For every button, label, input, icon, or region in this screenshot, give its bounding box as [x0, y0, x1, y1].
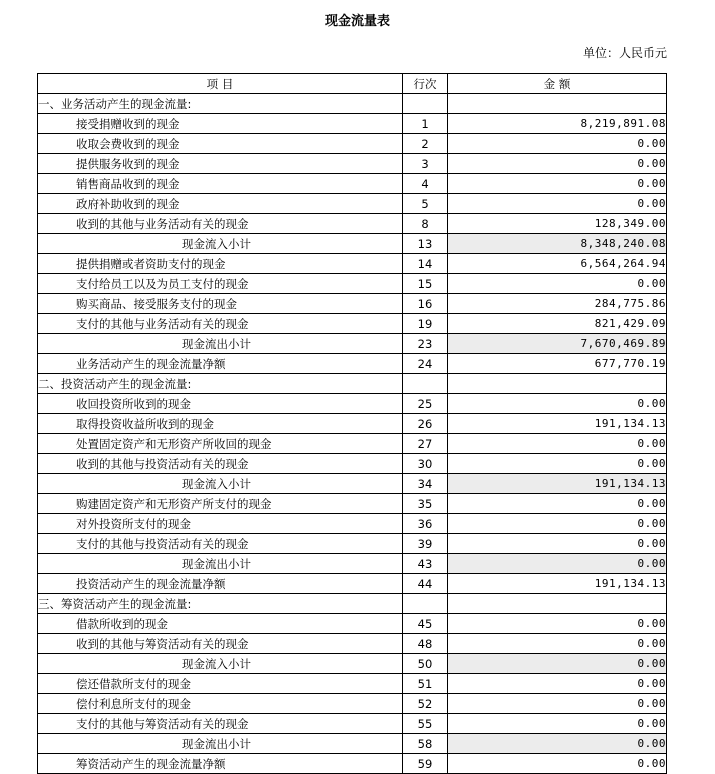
- row-number: 14: [403, 254, 448, 274]
- row-item-label: 收回投资所收到的现金: [38, 394, 403, 414]
- row-amount: 191,134.13: [448, 414, 667, 434]
- row-item-label: 接受捐赠收到的现金: [38, 114, 403, 134]
- row-amount: 0.00: [448, 274, 667, 294]
- row-amount: 0.00: [448, 434, 667, 454]
- row-number: [403, 594, 448, 614]
- row-amount: 821,429.09: [448, 314, 667, 334]
- row-number: 55: [403, 714, 448, 734]
- row-number: 23: [403, 334, 448, 354]
- row-amount: 0.00: [448, 614, 667, 634]
- table-row-section: [38, 374, 667, 394]
- row-number: 19: [403, 314, 448, 334]
- row-number: 45: [403, 614, 448, 634]
- row-amount: 0.00: [448, 554, 667, 574]
- table-row-sub: [38, 434, 667, 454]
- row-amount: [448, 94, 667, 114]
- row-item-label: 收到的其他与筹资活动有关的现金: [38, 634, 403, 654]
- row-amount: 191,134.13: [448, 574, 667, 594]
- row-amount: [448, 374, 667, 394]
- table-row-sub: [38, 314, 667, 334]
- table-row-total: [38, 554, 667, 574]
- row-amount: 0.00: [448, 674, 667, 694]
- table-row-sub: [38, 494, 667, 514]
- row-amount: 0.00: [448, 694, 667, 714]
- table-row-total: [38, 474, 667, 494]
- row-item-label: 销售商品收到的现金: [38, 174, 403, 194]
- row-item-label: 购建固定资产和无形资产所支付的现金: [38, 494, 403, 514]
- table-row-net: [38, 754, 667, 774]
- row-number: 59: [403, 754, 448, 774]
- currency-unit-label: 单位：人民币元: [582, 46, 667, 60]
- table-row-sub: [38, 694, 667, 714]
- row-item-label: 提供捐赠或者资助支付的现金: [38, 254, 403, 274]
- row-item-label: 支付的其他与业务活动有关的现金: [38, 314, 403, 334]
- table-row-total: [38, 334, 667, 354]
- row-item-label: 三、筹资活动产生的现金流量:: [38, 594, 403, 614]
- row-item-label: 收取会费收到的现金: [38, 134, 403, 154]
- row-item-label: 提供服务收到的现金: [38, 154, 403, 174]
- table-row-sub: [38, 714, 667, 734]
- row-number: 4: [403, 174, 448, 194]
- row-number: 51: [403, 674, 448, 694]
- row-number: 13: [403, 234, 448, 254]
- table-row-sub: [38, 154, 667, 174]
- row-number: 26: [403, 414, 448, 434]
- table-row-net: [38, 354, 667, 374]
- row-item-label: 现金流出小计: [38, 554, 403, 574]
- table-row-section: [38, 94, 667, 114]
- row-amount: 191,134.13: [448, 474, 667, 494]
- row-number: 24: [403, 354, 448, 374]
- table-row-sub: [38, 254, 667, 274]
- row-amount: 0.00: [448, 714, 667, 734]
- row-number: 3: [403, 154, 448, 174]
- header-row-number: 行次: [403, 74, 448, 94]
- row-amount: 128,349.00: [448, 214, 667, 234]
- row-item-label: 现金流出小计: [38, 334, 403, 354]
- table-row-total: [38, 234, 667, 254]
- row-number: 16: [403, 294, 448, 314]
- row-item-label: 支付的其他与筹资活动有关的现金: [38, 714, 403, 734]
- table-row-sub: [38, 294, 667, 314]
- row-number: [403, 94, 448, 114]
- row-amount: 0.00: [448, 654, 667, 674]
- row-number: 48: [403, 634, 448, 654]
- row-item-label: 现金流入小计: [38, 234, 403, 254]
- row-amount: 6,564,264.94: [448, 254, 667, 274]
- table-row-sub: [38, 194, 667, 214]
- row-number: 58: [403, 734, 448, 754]
- row-amount: 0.00: [448, 754, 667, 774]
- row-amount: 0.00: [448, 394, 667, 414]
- row-amount: [448, 594, 667, 614]
- row-item-label: 一、业务活动产生的现金流量:: [38, 94, 403, 114]
- row-amount: 0.00: [448, 174, 667, 194]
- table-header-row: [38, 74, 667, 94]
- row-amount: 0.00: [448, 514, 667, 534]
- row-number: 43: [403, 554, 448, 574]
- row-number: 50: [403, 654, 448, 674]
- row-item-label: 支付的其他与投资活动有关的现金: [38, 534, 403, 554]
- row-item-label: 收到的其他与业务活动有关的现金: [38, 214, 403, 234]
- row-item-label: 借款所收到的现金: [38, 614, 403, 634]
- table-row-sub: [38, 614, 667, 634]
- table-row-section: [38, 594, 667, 614]
- row-item-label: 取得投资收益所收到的现金: [38, 414, 403, 434]
- row-item-label: 处置固定资产和无形资产所收回的现金: [38, 434, 403, 454]
- table-row-total: [38, 734, 667, 754]
- row-item-label: 偿付利息所支付的现金: [38, 694, 403, 714]
- table-row-sub: [38, 634, 667, 654]
- table-row-sub: [38, 674, 667, 694]
- table-row-sub: [38, 414, 667, 434]
- row-amount: 284,775.86: [448, 294, 667, 314]
- row-item-label: 现金流出小计: [38, 734, 403, 754]
- row-item-label: 偿还借款所支付的现金: [38, 674, 403, 694]
- header-item: 项 目: [38, 74, 403, 94]
- row-item-label: 现金流入小计: [38, 654, 403, 674]
- table-row-sub: [38, 514, 667, 534]
- table-row-total: [38, 654, 667, 674]
- row-item-label: 收到的其他与投资活动有关的现金: [38, 454, 403, 474]
- row-amount: 8,219,891.08: [448, 114, 667, 134]
- row-item-label: 二、投资活动产生的现金流量:: [38, 374, 403, 394]
- table-row-sub: [38, 114, 667, 134]
- page-title: 现金流量表: [324, 14, 390, 29]
- table-row-sub: [38, 174, 667, 194]
- row-number: 36: [403, 514, 448, 534]
- row-item-label: 对外投资所支付的现金: [38, 514, 403, 534]
- row-item-label: 政府补助收到的现金: [38, 194, 403, 214]
- table-row-sub: [38, 394, 667, 414]
- row-number: 25: [403, 394, 448, 414]
- table-row-sub: [38, 134, 667, 154]
- row-amount: 0.00: [448, 494, 667, 514]
- row-amount: 0.00: [448, 454, 667, 474]
- cash-flow-table: [37, 73, 667, 774]
- row-item-label: 购买商品、接受服务支付的现金: [38, 294, 403, 314]
- row-number: 1: [403, 114, 448, 134]
- row-item-label: 支付给员工以及为员工支付的现金: [38, 274, 403, 294]
- row-number: 8: [403, 214, 448, 234]
- row-number: 39: [403, 534, 448, 554]
- table-row-sub: [38, 454, 667, 474]
- row-number: 52: [403, 694, 448, 714]
- row-number: 44: [403, 574, 448, 594]
- row-item-label: 现金流入小计: [38, 474, 403, 494]
- row-amount: 8,348,240.08: [448, 234, 667, 254]
- row-item-label: 筹资活动产生的现金流量净额: [38, 754, 403, 774]
- row-amount: 0.00: [448, 154, 667, 174]
- table-row-sub: [38, 214, 667, 234]
- table-row-sub: [38, 534, 667, 554]
- row-number: 5: [403, 194, 448, 214]
- row-number: [403, 374, 448, 394]
- table-row-net: [38, 574, 667, 594]
- row-amount: 0.00: [448, 634, 667, 654]
- row-number: 34: [403, 474, 448, 494]
- row-item-label: 业务活动产生的现金流量净额: [38, 354, 403, 374]
- row-number: 15: [403, 274, 448, 294]
- row-number: 27: [403, 434, 448, 454]
- row-amount: 0.00: [448, 134, 667, 154]
- table-row-sub: [38, 274, 667, 294]
- row-amount: 0.00: [448, 194, 667, 214]
- row-number: 30: [403, 454, 448, 474]
- row-amount: 7,670,469.89: [448, 334, 667, 354]
- row-amount: 0.00: [448, 534, 667, 554]
- table-body: [38, 94, 667, 774]
- row-amount: 0.00: [448, 734, 667, 754]
- row-number: 2: [403, 134, 448, 154]
- row-number: 35: [403, 494, 448, 514]
- header-amount: 金 额: [448, 74, 667, 94]
- row-amount: 677,770.19: [448, 354, 667, 374]
- row-item-label: 投资活动产生的现金流量净额: [38, 574, 403, 594]
